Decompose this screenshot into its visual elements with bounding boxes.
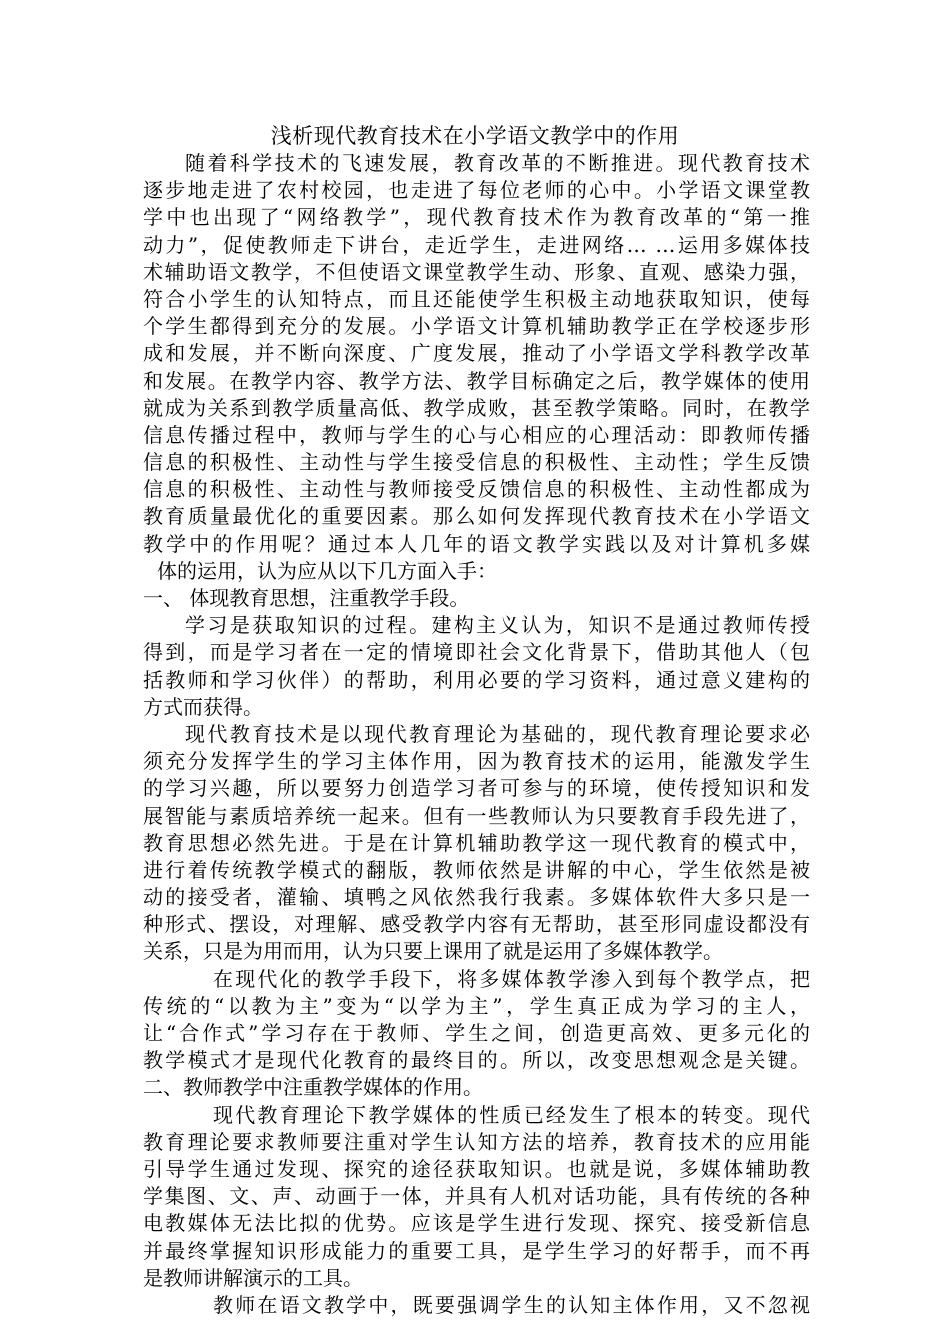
paragraph-line: 信息的积极性、主动性与教师接受反馈信息的积极性、主动性都成为 <box>143 477 810 502</box>
paragraph-line: 展智能与素质培养统一起来。但有一些教师认为只要教育手段先进了， <box>143 803 810 828</box>
section-heading: 一、 体现教育思想，注重教学手段。 <box>143 586 470 610</box>
paragraph-line: 符合小学生的认知特点，而且还能使学生积极主动地获取知识，使每 <box>143 286 810 311</box>
paragraph-line: 让“合作式”学习存在于教师、学生之间，创造更高效、更多元化的 <box>143 1021 810 1045</box>
section-heading: 二、教师教学中注重教学媒体的作用。 <box>143 1075 483 1100</box>
paragraph-line: 成和发展，并不断向深度、广度发展，推动了小学语文学科教学改革 <box>143 341 810 366</box>
paragraph-line: 须充分发挥学生的学习主体作用，因为教育技术的运用，能激发学生 <box>143 749 810 774</box>
paragraph-line: 学中也出现了“网络教学”，现代教育技术作为教育改革的“第一推 <box>143 205 810 230</box>
paragraph-line: 种形式、摆设，对理解、感受教学内容有无帮助，甚至形同虚设都没有 <box>143 912 810 937</box>
paragraph-line: 现代教育理论下教学媒体的性质已经发生了根本的转变。现代 <box>213 1102 810 1127</box>
paragraph-line: 就成为关系到教学质量高低、教学成败，甚至教学策略。同时，在教学 <box>143 395 810 420</box>
paragraph-line: 现代教育技术是以现代教育理论为基础的，现代教育理论要求必 <box>185 721 810 746</box>
paragraph-line: 学集图、文、声、动画于一体，并具有人机对话功能，具有传统的各种 <box>143 1184 810 1209</box>
paragraph-line: 教师在语文教学中，既要强调学生的认知主体作用，又不忽视 <box>213 1292 810 1317</box>
document-title: 浅析现代教育技术在小学语文教学中的作用 <box>270 124 680 148</box>
paragraph-line: 在现代化的教学手段下，将多媒体教学渗入到每个教学点，把 <box>213 966 810 991</box>
paragraph-line: 体的运用，认为应从以下几方面入手： <box>157 558 497 583</box>
paragraph-line: 得到，而是学习者在一定的情境即社会文化背景下，借助其他人（包 <box>143 640 810 665</box>
paragraph-line: 信息的积极性、主动性与学生接受信息的积极性、主动性；学生反馈 <box>143 450 810 475</box>
paragraph-line: 教育质量最优化的重要因素。那么如何发挥现代教育技术在小学语文 <box>143 504 810 529</box>
document-body <box>143 150 810 1319</box>
paragraph-line: 个学生都得到充分的发展。小学语文计算机辅助教学正在学校逐步形 <box>143 314 810 339</box>
paragraph-line: 学习是获取知识的过程。建构主义认为，知识不是通过教师传授 <box>185 613 810 638</box>
paragraph-line: 动力”，促使教师走下讲台，走近学生，走进网络… …运用多媒体技 <box>143 232 810 257</box>
paragraph-line: 括教师和学习伙伴）的帮助，利用必要的学习资料，通过意义建构的 <box>143 667 810 692</box>
paragraph-line: 动的接受者，灌输、填鸭之风依然我行我素。多媒体软件大多只是一 <box>143 885 810 910</box>
paragraph-line: 教育理论要求教师要注重对学生认知方法的培养，教育技术的应用能 <box>143 1129 810 1154</box>
paragraph-line: 信息传播过程中，教师与学生的心与心相应的心理活动：即教师传播 <box>143 422 810 447</box>
paragraph-line: 教学中的作用呢？通过本人几年的语文教学实践以及对计算机多媒 <box>143 531 810 556</box>
paragraph-line: 进行着传统教学模式的翻版，教师依然是讲解的中心，学生依然是被 <box>143 857 810 882</box>
paragraph-line: 教育思想必然先进。于是在计算机辅助教学这一现代教育的模式中， <box>143 830 810 855</box>
paragraph-line: 随着科学技术的飞速发展，教育改革的不断推进。现代教育技术 <box>185 151 810 175</box>
paragraph-line: 逐步地走进了农村校园，也走进了每位老师的心中。小学语文课堂教 <box>143 178 810 203</box>
paragraph-line: 传统的“以教为主”变为“以学为主”，学生真正成为学习的主人， <box>143 993 810 1018</box>
paragraph-line: 教学模式才是现代化教育的最终目的。所以，改变思想观念是关键。 <box>143 1048 810 1073</box>
paragraph-line: 电教媒体无法比拟的优势。应该是学生进行发现、探究、接受新信息 <box>143 1211 810 1236</box>
paragraph-line: 引导学生通过发现、探究的途径获取知识。也就是说，多媒体辅助教 <box>143 1156 810 1181</box>
paragraph-line: 并最终掌握知识形成能力的重要工具，是学生学习的好帮手，而不再 <box>143 1238 810 1263</box>
paragraph-line: 方式而获得。 <box>143 694 263 719</box>
paragraph-line: 术辅助语文教学，不但使语文课堂教学生动、形象、直观、感染力强， <box>143 259 810 284</box>
paragraph-line: 是教师讲解演示的工具。 <box>143 1265 363 1290</box>
paragraph-line: 的学习兴趣，所以要努力创造学习者可参与的环境，使传授知识和发 <box>143 776 810 801</box>
paragraph-line: 关系，只是为用而用，认为只要上课用了就是运用了多媒体教学。 <box>143 939 723 964</box>
paragraph-line: 和发展。在教学内容、教学方法、教学目标确定之后，教学媒体的使用 <box>143 368 810 393</box>
